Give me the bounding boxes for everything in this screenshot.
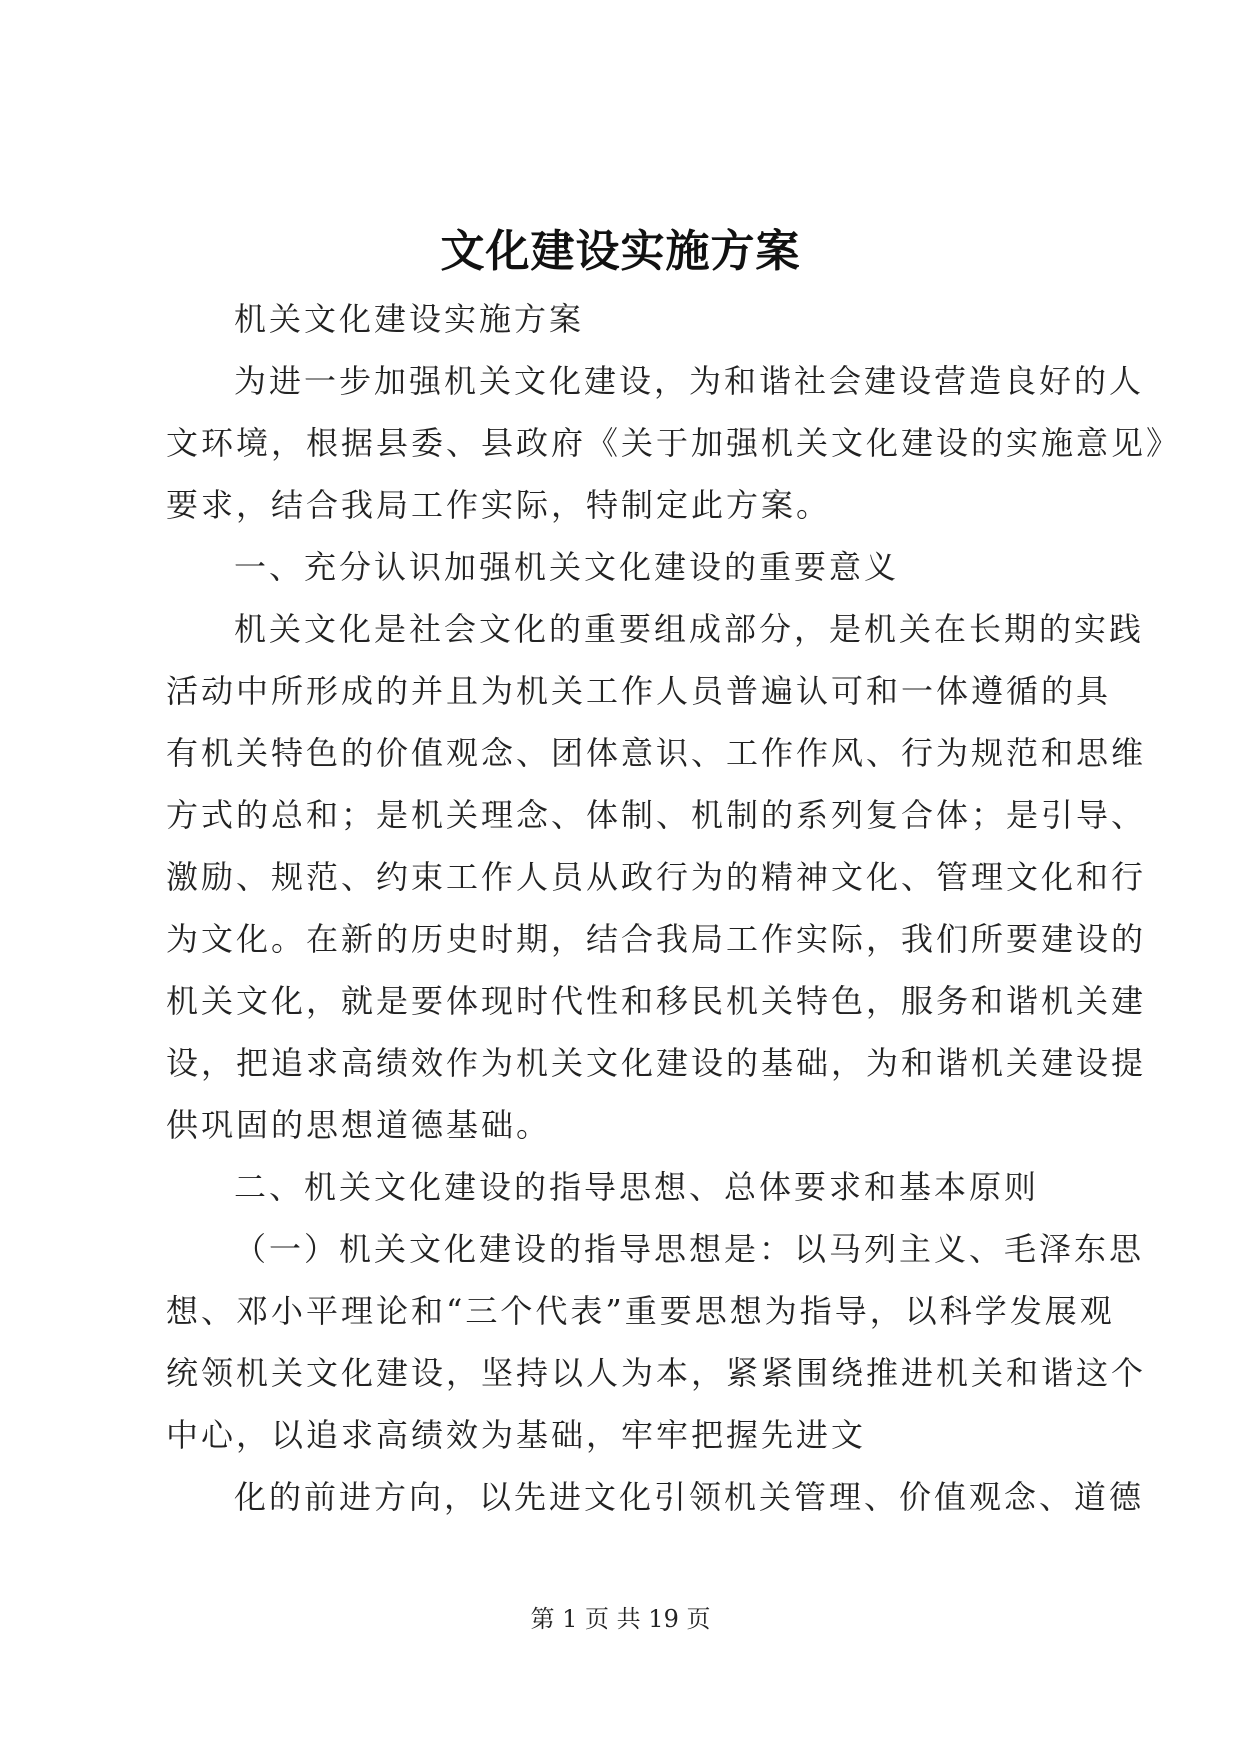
document-title: 文化建设实施方案: [440, 226, 801, 277]
text-line: （一）机关文化建设的指导思想是：以马列主义、毛泽东思: [234, 1230, 1145, 1268]
page-footer: 第 1 页 共 19 页: [530, 1605, 711, 1633]
text-line: 活动中所形成的并且为机关工作人员普遍认可和一体遵循的具: [166, 672, 1112, 710]
text-line: 中心，以追求高绩效为基础，牢牢把握先进文: [166, 1416, 867, 1454]
text-line: 激励、规范、约束工作人员从政行为的精神文化、管理文化和行: [166, 858, 1147, 896]
text-line: 机关文化建设实施方案: [234, 300, 585, 338]
text-line: 为文化。在新的历史时期，结合我局工作实际，我们所要建设的: [166, 920, 1147, 958]
text-line: 供巩固的思想道德基础。: [166, 1106, 552, 1144]
text-line: 文环境，根据县委、县政府《关于加强机关文化建设的实施意见》: [166, 424, 1182, 462]
text-line: 机关文化是社会文化的重要组成部分，是机关在长期的实践: [234, 610, 1145, 648]
document-body: [166, 288, 1182, 1528]
text-line: 设，把追求高绩效作为机关文化建设的基础，为和谐机关建设提: [166, 1044, 1147, 1082]
text-line: 为进一步加强机关文化建设，为和谐社会建设营造良好的人: [234, 362, 1145, 400]
text-line: 有机关特色的价值观念、团体意识、工作作风、行为规范和思维: [166, 734, 1147, 772]
text-line: 机关文化，就是要体现时代性和移民机关特色，服务和谐机关建: [166, 982, 1147, 1020]
text-line: 想、邓小平理论和“三个代表”重要思想为指导，以科学发展观: [166, 1292, 1115, 1330]
section-heading: 二、机关文化建设的指导思想、总体要求和基本原则: [234, 1168, 1040, 1206]
section-heading: 一、充分认识加强机关文化建设的重要意义: [234, 548, 900, 586]
text-line: 统领机关文化建设，坚持以人为本，紧紧围绕推进机关和谐这个: [166, 1354, 1147, 1392]
text-line: 方式的总和；是机关理念、体制、机制的系列复合体；是引导、: [166, 796, 1147, 834]
text-line: 要求，结合我局工作实际，特制定此方案。: [166, 486, 832, 524]
text-line: 化的前进方向，以先进文化引领机关管理、价值观念、道德: [234, 1478, 1145, 1516]
